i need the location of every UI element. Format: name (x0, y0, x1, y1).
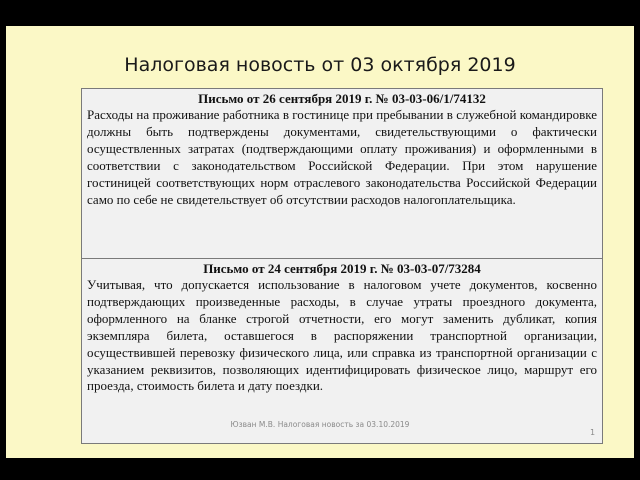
letter-box-2 (81, 258, 603, 444)
letter-box-1 (81, 88, 603, 275)
slide-title: Налоговая новость от 03 октября 2019 (124, 54, 516, 76)
letter-heading: Письмо от 24 сентября 2019 г. № 03-03-07/73284 (203, 261, 481, 276)
letter-heading: Письмо от 26 сентября 2019 г. № 03-03-06/1/74132 (198, 91, 486, 106)
slide-footer: Юзван М.В. Налоговая новость за 03.10.2019 (230, 420, 410, 429)
slide (6, 26, 634, 458)
page-number: 1 (590, 428, 596, 437)
letter-body: Расходы на проживание работника в гостинице при пребывании в служебной командировке должны быть подтверждены документами, свидетельствующими о фактически осуществленных затратах (подтверждающими оплату проживания) и оформленными в соответствии с законодательством Российской Федерации. При этом нарушение гостиницей соответствующих норм отраслевого законодательства Российской Федерации само по себе не свидетельствует об отсутствии расходов налогоплательщика. (87, 107, 597, 207)
letter-body: Учитывая, что допускается использование в налоговом учете документов, косвенно подтверждающих произведенные расходы, в случае утраты проездного документа, оформленного на бланке строгой отчетности, его могут заменить дубликат, копия экземпляра билета, оставшегося в распоряжении транспортной организации, осуществившей перевозку физического лица, или справка из транспортной организации с указанием реквизитов, позволяющих идентифицировать физическое лицо, маршрут его проезда, стоимость билета и дату поездки. (87, 277, 597, 394)
